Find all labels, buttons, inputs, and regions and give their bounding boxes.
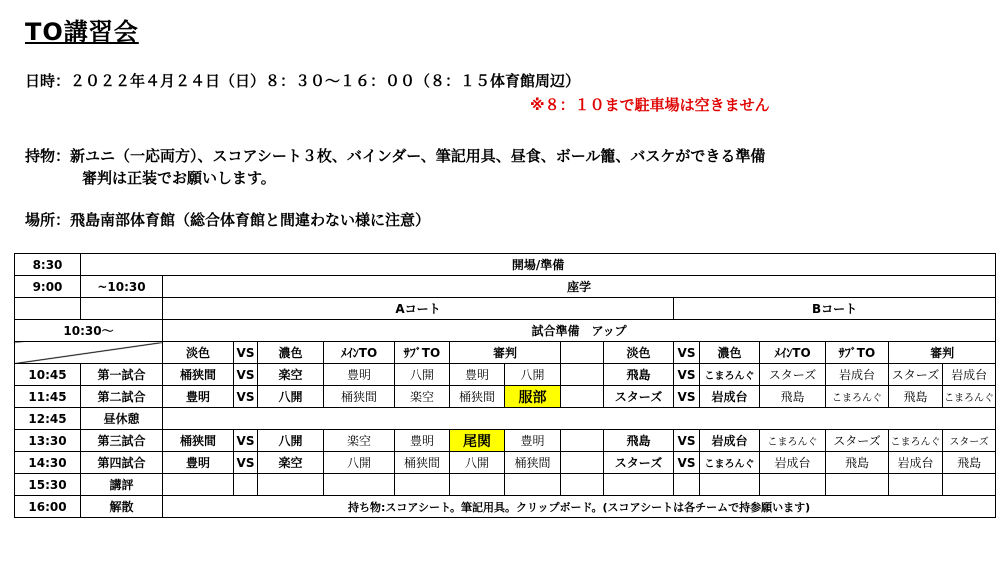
time-cell: 10:30～ [15, 320, 163, 342]
game-label: 第四試合 [81, 452, 163, 474]
items-line: 持物：新ユニ（一応両方）、スコアシート３枚、バインダー、筆記用具、昼食、ボール籠、バスケができる準備 [25, 147, 766, 165]
header-cell: ｻﾌﾞTO [826, 342, 889, 364]
datetime-line: 日時：２０２２年４月２４日（日）８：３０～１６：００（８：１５体育館周辺） [25, 72, 581, 90]
header-cell: 淡色 [163, 342, 234, 364]
time-cell: 15:30 [15, 474, 81, 496]
header-cell: ｻﾌﾞTO [395, 342, 450, 364]
game-label: 第二試合 [81, 386, 163, 408]
time-cell: 10:45 [15, 364, 81, 386]
table-header-row [15, 342, 996, 364]
time-cell: 16:00 [15, 496, 81, 518]
event-cell: 試合準備 アップ [163, 320, 996, 342]
header-cell: 淡色 [604, 342, 674, 364]
time-cell: 12:45 [15, 408, 81, 430]
time-cell: 11:45 [15, 386, 81, 408]
table-row [15, 254, 996, 276]
header-cell: 濃色 [700, 342, 760, 364]
table-row [15, 320, 996, 342]
time-cell: 8:30 [15, 254, 81, 276]
table-row [15, 276, 996, 298]
event-cell: 開場/準備 [81, 254, 996, 276]
header-cell: 審判 [889, 342, 996, 364]
schedule-table [14, 253, 996, 518]
highlighted-referee: 服部 [505, 386, 561, 408]
table-row: 11:45 第二試合 豊明 VS 八開 桶狭間 楽空 桶狭間 服部 スターズ VS 岩成台 飛島 こまろんぐ 飛島 こまろんぐ [15, 386, 996, 408]
table-row [15, 298, 996, 320]
time-until-cell: ~10:30 [81, 276, 163, 298]
table-row [15, 496, 996, 518]
event-label: 講評 [81, 474, 163, 496]
court-a-header: Aコート [163, 298, 674, 320]
event-label: 解散 [81, 496, 163, 518]
table-row: 10:45 第一試合 桶狭間 VS 楽空 豊明 八開 豊明 八開 飛島 VS こまろんぐ スターズ 岩成台 スターズ 岩成台 [15, 364, 996, 386]
header-cell: ﾒｲﾝTO [760, 342, 826, 364]
highlighted-referee: 尾関 [450, 430, 505, 452]
time-cell: 9:00 [15, 276, 81, 298]
game-label: 第一試合 [81, 364, 163, 386]
time-cell: 13:30 [15, 430, 81, 452]
referee-dress-note: 審判は正装でお願いします。 [82, 169, 276, 187]
bring-items-note: 持ち物:スコアシート。筆記用具。クリップボード。(スコアシートは各チームで持参願います) [163, 496, 996, 518]
header-cell: ﾒｲﾝTO [324, 342, 395, 364]
header-cell: VS [674, 342, 700, 364]
event-cell: 座学 [163, 276, 996, 298]
header-cell: VS [234, 342, 258, 364]
table-row: 14:30 第四試合 豊明 VS 楽空 八開 桶狭間 八開 桶狭間 スターズ VS こまろんぐ 岩成台 飛島 岩成台 飛島 [15, 452, 996, 474]
header-cell: 審判 [450, 342, 561, 364]
header-cell: 濃色 [258, 342, 324, 364]
event-label: 昼休憩 [81, 408, 163, 430]
table-row: 13:30 第三試合 桶狭間 VS 八開 楽空 豊明 尾関 豊明 飛島 VS 岩成台 こまろんぐ スターズ こまろんぐ スターズ [15, 430, 996, 452]
venue-line: 場所：飛島南部体育館（総合体育館と間違わない様に注意） [25, 211, 431, 229]
page-title: TO講習会 [25, 18, 139, 46]
time-cell: 14:30 [15, 452, 81, 474]
court-b-header: Bコート [674, 298, 996, 320]
table-row [15, 474, 996, 496]
parking-note: ※８：１０まで駐車場は空きません [530, 96, 770, 114]
game-label: 第三試合 [81, 430, 163, 452]
table-row [15, 408, 996, 430]
diagonal-cell [15, 342, 163, 364]
